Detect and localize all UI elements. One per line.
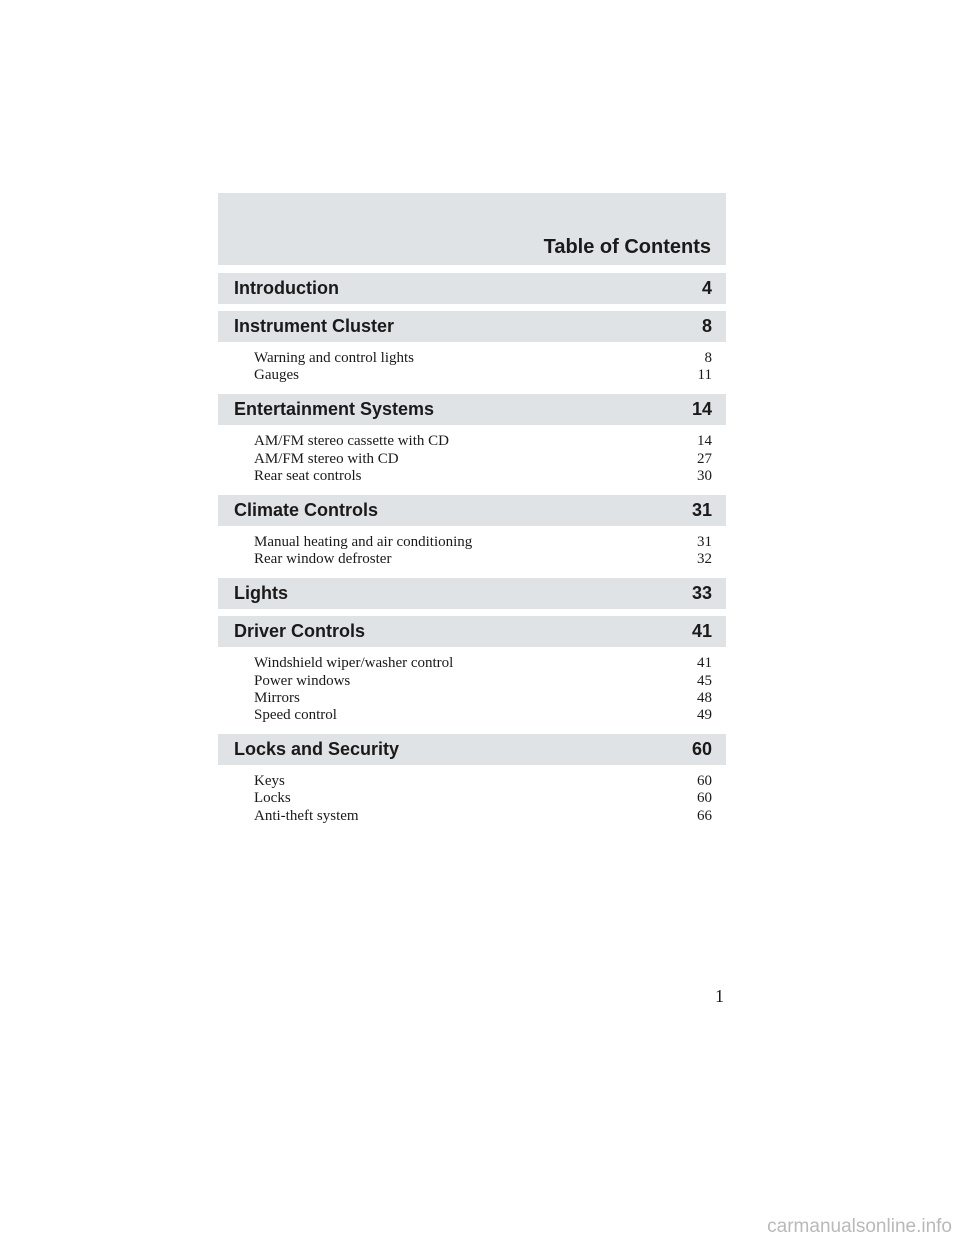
section-header[interactable]: [218, 616, 726, 647]
entry-page-number: 41: [697, 655, 712, 672]
toc-entry[interactable]: [254, 551, 712, 568]
entry-page-number: 45: [697, 672, 712, 689]
toc-section-instrument-cluster: [218, 311, 726, 387]
page-title: Table of Contents: [543, 236, 711, 258]
toc-entry[interactable]: [254, 350, 712, 367]
toc-entry[interactable]: [254, 707, 712, 724]
section-header[interactable]: [218, 394, 726, 425]
section-header[interactable]: [218, 495, 726, 526]
section-page-number: 31: [691, 500, 712, 521]
entry-label: Rear window defroster: [254, 551, 392, 568]
entry-label: Warning and control lights: [254, 350, 415, 366]
section-header[interactable]: [218, 273, 726, 304]
entry-page-number: 60: [697, 790, 712, 807]
entry-page-number: 14: [697, 433, 712, 450]
section-page-number: 33: [691, 583, 712, 604]
section-header[interactable]: [218, 311, 726, 342]
entry-label: Anti-theft system: [254, 807, 359, 824]
toc-entry[interactable]: [254, 468, 712, 485]
entry-label: Locks: [254, 790, 291, 807]
section-title: Entertainment Systems: [234, 399, 435, 420]
entry-label: Speed control: [254, 707, 337, 724]
entry-page-number: 49: [697, 707, 712, 724]
toc-section-locks-and-security: [218, 734, 726, 828]
entry-label: Power windows: [254, 672, 351, 689]
entry-page-number: 30: [697, 467, 712, 484]
section-header[interactable]: [218, 578, 726, 609]
toc-header-banner: [218, 193, 726, 265]
section-page-number: 14: [691, 399, 712, 420]
subitem-list: [218, 425, 726, 488]
toc-section-climate-controls: [218, 495, 726, 571]
toc-entry[interactable]: [254, 433, 712, 450]
subitem-list: [218, 765, 726, 828]
section-page-number: 8: [701, 316, 712, 336]
section-title: Driver Controls: [234, 621, 366, 642]
toc-entry[interactable]: [254, 451, 712, 468]
section-title: Locks and Security: [234, 739, 400, 760]
entry-page-number: 66: [697, 807, 712, 824]
section-title: Climate Controls: [234, 500, 379, 521]
entry-label: Mirrors: [254, 689, 300, 706]
toc-section-entertainment-systems: [218, 394, 726, 488]
subitem-list: [218, 342, 726, 387]
section-page-number: 41: [691, 621, 712, 642]
toc-entry[interactable]: [254, 790, 712, 807]
section-page-number: 60: [691, 739, 712, 760]
entry-page-number: 60: [697, 773, 712, 790]
toc-section-driver-controls: [218, 616, 726, 727]
toc-entry[interactable]: [254, 773, 712, 790]
toc-entry[interactable]: [254, 534, 712, 551]
toc-entry[interactable]: [254, 367, 712, 384]
section-title: Lights: [234, 583, 288, 604]
subitem-list: [218, 647, 726, 727]
entry-label: Keys: [254, 773, 285, 790]
entry-page-number: 11: [697, 367, 712, 384]
toc-list: [218, 273, 726, 835]
toc-entry[interactable]: [254, 690, 712, 707]
section-title: Instrument Cluster: [234, 316, 395, 336]
toc-entry[interactable]: [254, 655, 712, 672]
section-title: Introduction: [234, 278, 339, 298]
entry-label: Manual heating and air conditioning: [254, 534, 473, 551]
entry-page-number: 27: [697, 450, 712, 467]
entry-label: AM/FM stereo cassette with CD: [254, 433, 449, 450]
entry-label: Rear seat controls: [254, 467, 362, 484]
page-number: 1: [715, 986, 724, 1006]
entry-label: AM/FM stereo with CD: [254, 450, 399, 467]
entry-page-number: 31: [697, 534, 712, 551]
section-page-number: 4: [701, 278, 712, 298]
subitem-list: [218, 526, 726, 571]
toc-section-introduction: [218, 273, 726, 304]
toc-section-lights: [218, 578, 726, 609]
toc-entry[interactable]: [254, 673, 712, 690]
entry-page-number: 32: [697, 551, 712, 568]
section-header[interactable]: [218, 734, 726, 765]
entry-page-number: 48: [697, 689, 712, 706]
entry-label: Gauges: [254, 367, 299, 384]
watermark: carmanualsonline.info: [767, 1216, 952, 1237]
entry-label: Windshield wiper/washer control: [254, 655, 454, 672]
toc-entry[interactable]: [254, 808, 712, 825]
entry-page-number: 8: [704, 350, 712, 366]
